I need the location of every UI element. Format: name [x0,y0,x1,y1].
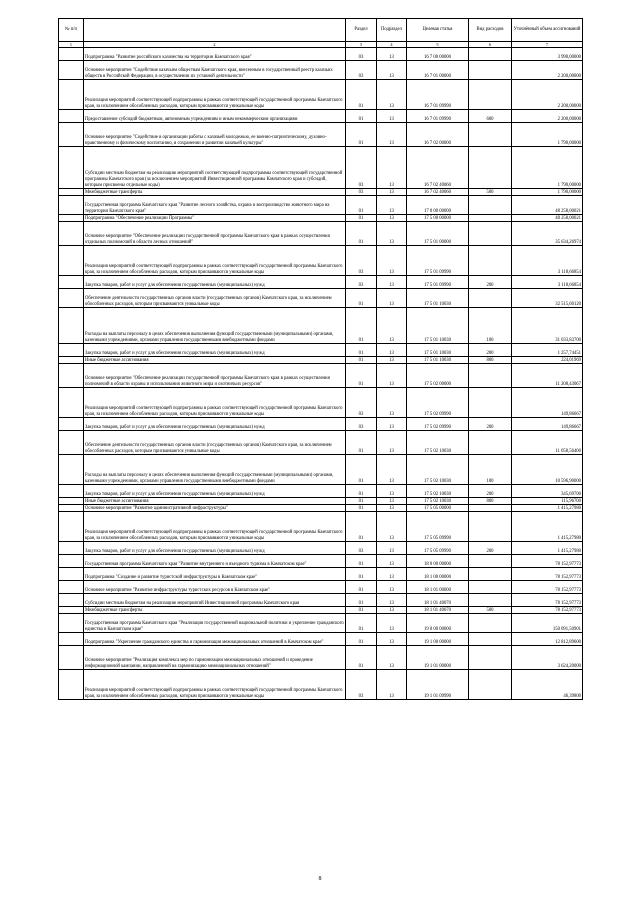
table-row [59,594,583,607]
row-amount-cell: 1 790,00000 [512,189,583,196]
row-exptype-cell [469,61,512,80]
row-exptype-cell [469,505,512,512]
row-num-cell [59,388,84,418]
row-section-cell: 01 [346,110,377,123]
row-section-cell: 03 [346,61,377,80]
table-row [59,505,583,512]
table-row [59,289,583,308]
table-row [59,246,583,276]
row-section-cell: 01 [346,215,377,222]
table-row [59,189,583,196]
row-num-cell [59,344,84,357]
row-name-cell: Закупка товаров, работ и услуг для обеспечения государственных (муниципальных) нужд [84,344,346,357]
row-section-cell: 03 [346,388,377,418]
row-name-cell: Основное мероприятие "Реализация комплекса мер по гармонизации межнациональных отношений и проведение информационной кампании, направленной на гармонизацию межнациональных отношений" [84,646,346,670]
row-num-cell [59,222,84,246]
header-row [59,19,583,42]
row-amount-cell: 345,69700 [512,485,583,498]
row-amount-cell: 1 415,27980 [512,505,583,512]
row-section-cell: 01 [346,607,377,614]
row-num-cell [59,568,84,581]
row-section-cell: 01 [346,80,377,110]
row-amount-cell: 149,86667 [512,418,583,431]
row-amount-cell: 48 258,00021 [512,196,583,215]
row-num-cell [59,364,84,388]
row-name-cell: Реализация мероприятий соответствующей подпрограммы в рамках соответствующей государственной программы Камчатского края, за исключением обособленных расходов, которым присваиваются уникальные коды [84,246,346,276]
table-body [59,48,583,700]
row-num-cell [59,418,84,431]
table-row [59,418,583,431]
row-subsection-cell: 13 [377,357,407,364]
table-row [59,670,583,700]
table-row [59,61,583,80]
row-exptype-cell [469,80,512,110]
row-name-cell: Иные бюджетные ассигнования [84,357,346,364]
row-exptype-cell: 800 [469,357,512,364]
row-name-cell: Расходы на выплаты персоналу в целях обеспечения выполнения функций государственными (муниципальными) органами, казенными учреждениями, органами управления государственными внебюджетными фондами [84,455,346,485]
row-name-cell: Реализация мероприятий соответствующей подпрограммы в рамках соответствующей государственной программы Камчатского края, за исключением обособленных расходов, которым присваиваются уникальные коды [84,80,346,110]
row-num-cell [59,670,84,700]
row-exptype-cell: 500 [469,607,512,614]
row-amount-cell: 3 990,00000 [512,48,583,61]
row-amount-cell: 78 152,97773 [512,607,583,614]
row-amount-cell: 78 152,97773 [512,594,583,607]
row-exptype-cell [469,594,512,607]
row-subsection-cell: 13 [377,555,407,568]
row-amount-cell: 2 200,00000 [512,61,583,80]
row-target-cell: 17 5 05 09990 [407,512,469,542]
row-target-cell: 17 5 02 10030 [407,498,469,505]
table-row [59,607,583,614]
row-exptype-cell [469,222,512,246]
row-subsection-cell: 13 [377,581,407,594]
row-target-cell: 17 5 05 09990 [407,542,469,555]
table-row [59,48,583,61]
row-section-cell: 01 [346,289,377,308]
row-amount-cell: 1 790,00000 [512,147,583,189]
row-target-cell: 17 5 02 00000 [407,364,469,388]
table-row [59,614,583,633]
row-exptype-cell [469,147,512,189]
row-exptype-cell [469,646,512,670]
row-name-cell: Закупка товаров, работ и услуг для обеспечения государственных (муниципальных) нужд [84,542,346,555]
row-target-cell: 17 5 01 09990 [407,276,469,289]
table-row [59,344,583,357]
table-row [59,498,583,505]
row-num-cell [59,614,84,633]
row-exptype-cell [469,246,512,276]
header-target: Целевая статья [407,19,469,42]
row-subsection-cell: 13 [377,222,407,246]
row-amount-cell: 48 258,00021 [512,215,583,222]
table-row [59,455,583,485]
header-name [84,19,346,42]
row-num-cell [59,485,84,498]
row-num-cell [59,196,84,215]
row-amount-cell: 115,96700 [512,498,583,505]
row-amount-cell: 3 118,66854 [512,246,583,276]
table-row [59,276,583,289]
row-subsection-cell: 13 [377,498,407,505]
col-number: 4 [377,42,407,48]
table-row [59,646,583,670]
row-subsection-cell: 13 [377,196,407,215]
row-subsection-cell: 13 [377,289,407,308]
row-name-cell: Подпрограмма "Создание и развитие туристской инфраструктуры в Камчатском крае" [84,568,346,581]
row-section-cell: 01 [346,485,377,498]
row-subsection-cell: 13 [377,614,407,633]
row-exptype-cell [469,568,512,581]
table-row [59,222,583,246]
row-target-cell: 17 5 05 00000 [407,505,469,512]
table-row [59,308,583,344]
table-row [59,196,583,215]
row-section-cell: 01 [346,455,377,485]
row-name-cell: Основное мероприятие "Обеспечение реализации государственной программы Камчатского края в рамках осуществления отдельных полномочий в области лесных отношений" [84,222,346,246]
row-num-cell [59,289,84,308]
row-amount-cell: 1 415,27980 [512,512,583,542]
row-section-cell: 01 [346,505,377,512]
row-section-cell: 01 [346,614,377,633]
row-num-cell [59,581,84,594]
table-row [59,110,583,123]
table-row [59,542,583,555]
row-target-cell: 19 0 00 00000 [407,614,469,633]
row-num-cell [59,555,84,568]
row-section-cell: 03 [346,542,377,555]
row-num-cell [59,646,84,670]
row-subsection-cell: 13 [377,418,407,431]
row-amount-cell: 78 152,97773 [512,581,583,594]
row-subsection-cell: 13 [377,670,407,700]
row-amount-cell: 46,39800 [512,670,583,700]
row-target-cell: 16 7 02 40060 [407,147,469,189]
row-section-cell: 01 [346,196,377,215]
row-subsection-cell: 13 [377,246,407,276]
row-name-cell: Подпрограмма "Обеспечение реализации Программы" [84,215,346,222]
row-num-cell [59,431,84,455]
row-subsection-cell: 13 [377,594,407,607]
row-amount-cell: 32 515,60120 [512,289,583,308]
row-target-cell: 18 1 01 00000 [407,581,469,594]
row-subsection-cell: 13 [377,388,407,418]
row-name-cell: Основное мероприятие "Содействие в организации работы с казачьей молодежью, ее военно-патриотическому, духовно-нравственному и физическому воспитанию, в сохранении и развитии казачьей культуры" [84,123,346,147]
row-target-cell: 19 1 01 09990 [407,670,469,700]
row-target-cell: 17 5 02 09990 [407,418,469,431]
row-exptype-cell [469,670,512,700]
row-subsection-cell: 13 [377,344,407,357]
row-target-cell: 17 5 00 00000 [407,215,469,222]
row-exptype-cell [469,512,512,542]
table-row [59,568,583,581]
table-row [59,357,583,364]
row-name-cell: Основное мероприятие "Развитие административной инфраструктуры" [84,505,346,512]
row-subsection-cell: 13 [377,48,407,61]
row-num-cell [59,80,84,110]
row-amount-cell: 2 200,00000 [512,80,583,110]
row-exptype-cell: 100 [469,308,512,344]
row-exptype-cell [469,633,512,646]
row-amount-cell: 224,01969 [512,357,583,364]
row-amount-cell: 3 118,66854 [512,276,583,289]
row-target-cell: 18 1 00 00000 [407,568,469,581]
row-exptype-cell [469,289,512,308]
row-target-cell: 17 5 01 10030 [407,308,469,344]
row-name-cell: Основное мероприятие "Содействие казачьим обществам Камчатского края, внесенным в государственный реестр казачьих обществ в Российской Федерации, в осуществлении их уставной деятельности" [84,61,346,80]
row-exptype-cell: 200 [469,542,512,555]
row-target-cell: 17 5 02 10030 [407,431,469,455]
header-exptype: Вид расходов [469,19,512,42]
row-section-cell: 01 [346,555,377,568]
row-target-cell: 17 0 00 00000 [407,196,469,215]
budget-table-sheet [58,18,582,700]
row-subsection-cell: 13 [377,505,407,512]
row-num-cell [59,215,84,222]
row-exptype-cell [469,555,512,568]
row-target-cell: 16 7 02 00000 [407,123,469,147]
row-subsection-cell: 13 [377,364,407,388]
row-num-cell [59,308,84,344]
row-subsection-cell: 13 [377,633,407,646]
row-name-cell: Расходы на выплаты персоналу в целях обеспечения выполнения функций государственными (муниципальными) органами, казенными учреждениями, органами управления государственными внебюджетными фондами [84,308,346,344]
row-name-cell: Обеспечение деятельности государственных органов власти (государственных органов) Камчатского края, за исключением обособленных расходов, которым присваиваются уникальные коды [84,431,346,455]
row-section-cell: 01 [346,308,377,344]
row-subsection-cell: 13 [377,80,407,110]
row-exptype-cell [469,388,512,418]
row-amount-cell: 1 790,00000 [512,123,583,147]
row-section-cell: 01 [346,568,377,581]
row-name-cell: Закупка товаров, работ и услуг для обеспечения государственных (муниципальных) нужд [84,485,346,498]
row-target-cell: 16 7 02 40060 [407,189,469,196]
row-num-cell [59,542,84,555]
row-section-cell: 03 [346,670,377,700]
row-name-cell: Основное мероприятие "Развитие инфраструктуры туристских ресурсов в Камчатском крае" [84,581,346,594]
row-amount-cell: 31 033,83700 [512,308,583,344]
col-number: 7 [512,42,583,48]
col-number: 5 [407,42,469,48]
row-amount-cell: 150 091,50901 [512,614,583,633]
row-name-cell: Реализация мероприятий соответствующей подпрограммы в рамках соответствующей государственной программы Камчатского края, за исключением обособленных расходов, которым присваиваются уникальные коды [84,670,346,700]
header-subsection: Подраздел [377,19,407,42]
header-amount: Уточнённый объем ассигнований [512,19,583,42]
row-section-cell: 01 [346,498,377,505]
row-num-cell [59,110,84,123]
row-section-cell: 01 [346,222,377,246]
row-num-cell [59,607,84,614]
row-target-cell: 19 1 01 00000 [407,646,469,670]
row-section-cell: 01 [346,344,377,357]
row-amount-cell: 1 415,27980 [512,542,583,555]
table-row [59,431,583,455]
table-row [59,388,583,418]
row-amount-cell: 11 208,43067 [512,364,583,388]
row-exptype-cell [469,123,512,147]
row-section-cell: 01 [346,646,377,670]
col-number: 3 [346,42,377,48]
row-amount-cell: 2 200,00000 [512,110,583,123]
row-subsection-cell: 13 [377,607,407,614]
row-name-cell: Подпрограмма "Развитие российского казачества на территории Камчатского края" [84,48,346,61]
row-section-cell: 03 [346,276,377,289]
row-section-cell: 01 [346,123,377,147]
row-subsection-cell: 13 [377,147,407,189]
row-name-cell: Основное мероприятие "Обеспечение реализации государственной программы Камчатского края в рамках осуществления полномочий в области охраны и использования животного мира и охотничьих ресурсов" [84,364,346,388]
row-amount-cell: 78 152,97773 [512,568,583,581]
row-subsection-cell: 13 [377,646,407,670]
row-subsection-cell: 13 [377,542,407,555]
row-target-cell: 17 5 01 09990 [407,246,469,276]
row-amount-cell: 10 596,90000 [512,455,583,485]
row-num-cell [59,594,84,607]
table-row [59,215,583,222]
row-num-cell [59,147,84,189]
row-target-cell: 18 0 00 00000 [407,555,469,568]
row-name-cell: Межбюджетные трансферты [84,607,346,614]
col-number: 2 [84,42,346,48]
row-num-cell [59,498,84,505]
row-target-cell: 17 5 01 10030 [407,357,469,364]
row-num-cell [59,455,84,485]
row-exptype-cell [469,614,512,633]
row-num-cell [59,512,84,542]
row-subsection-cell: 13 [377,512,407,542]
row-exptype-cell [469,48,512,61]
row-amount-cell: 35 634,26974 [512,222,583,246]
row-section-cell: 01 [346,594,377,607]
row-section-cell: 03 [346,48,377,61]
page-number: 8 [318,876,322,882]
header-section: Раздел [346,19,377,42]
row-name-cell: Предоставление субсидий бюджетным, автономным учреждениям и иным некоммерческим организациям [84,110,346,123]
row-name-cell: Государственная программа Камчатского края "Развитие лесного хозяйства, охрана и воспроизводство животного мира на территории Камчатского края" [84,196,346,215]
row-target-cell: 17 5 02 10030 [407,455,469,485]
row-name-cell: Закупка товаров, работ и услуг для обеспечения государственных (муниципальных) нужд [84,418,346,431]
row-target-cell: 17 5 02 10030 [407,485,469,498]
row-section-cell: 03 [346,147,377,189]
row-num-cell [59,123,84,147]
row-target-cell: 18 1 01 40070 [407,594,469,607]
row-name-cell: Субсидии местным бюджетам на реализацию мероприятий Инвестиционной программы Камчатского края [84,594,346,607]
row-subsection-cell: 13 [377,123,407,147]
row-subsection-cell: 13 [377,189,407,196]
row-exptype-cell: 200 [469,344,512,357]
row-exptype-cell [469,431,512,455]
row-section-cell: 01 [346,357,377,364]
row-name-cell: Реализация мероприятий соответствующей подпрограммы в рамках соответствующей государственной программы Камчатского края, за исключением обособленных расходов, которым присваиваются уникальные коды [84,388,346,418]
table-row [59,555,583,568]
budget-table [58,18,583,700]
row-num-cell [59,189,84,196]
row-subsection-cell: 13 [377,568,407,581]
row-name-cell: Иные бюджетные ассигнования [84,498,346,505]
row-name-cell: Государственная программа Камчатского края "Реализация государственной национальной политики и укрепление гражданского единства в Камчатском крае" [84,614,346,633]
row-section-cell: 01 [346,633,377,646]
row-target-cell: 16 7 00 00000 [407,48,469,61]
row-target-cell: 17 5 02 09990 [407,388,469,418]
row-name-cell: Межбюджетные трансферты [84,189,346,196]
row-subsection-cell: 13 [377,485,407,498]
row-num-cell [59,246,84,276]
col-number: 1 [59,42,84,48]
row-subsection-cell: 13 [377,215,407,222]
row-section-cell: 03 [346,418,377,431]
row-exptype-cell [469,196,512,215]
row-exptype-cell: 500 [469,189,512,196]
row-exptype-cell: 200 [469,276,512,289]
row-target-cell: 16 7 01 00000 [407,61,469,80]
row-target-cell: 18 1 01 40070 [407,607,469,614]
row-target-cell: 19 1 00 00000 [407,633,469,646]
row-subsection-cell: 13 [377,455,407,485]
table-row [59,364,583,388]
row-exptype-cell: 200 [469,418,512,431]
table-row [59,147,583,189]
row-subsection-cell: 13 [377,431,407,455]
row-name-cell: Государственная программа Камчатского края "Развитие внутреннего и въездного туризма в Камчатском крае" [84,555,346,568]
row-amount-cell: 149,86667 [512,388,583,418]
row-exptype-cell: 100 [469,455,512,485]
row-target-cell: 17 5 01 10030 [407,289,469,308]
row-section-cell: 01 [346,364,377,388]
row-amount-cell: 3 624,20000 [512,646,583,670]
row-num-cell [59,48,84,61]
row-exptype-cell: 600 [469,110,512,123]
row-num-cell [59,61,84,80]
table-row [59,512,583,542]
row-name-cell: Реализация мероприятий соответствующей подпрограммы в рамках соответствующей государственной программы Камчатского края, за исключением обособленных расходов, которым присваиваются уникальные коды [84,512,346,542]
row-name-cell: Субсидии местным бюджетам на реализацию мероприятий соответствующей подпрограммы соответствующей государственной программы Камчатского края (за исключением мероприятий Инвестиционной программы Камчатского края и субсидий, которым присвоены отдельные коды) [84,147,346,189]
row-exptype-cell: 200 [469,485,512,498]
row-target-cell: 17 5 01 00000 [407,222,469,246]
row-exptype-cell: 800 [469,498,512,505]
table-row [59,80,583,110]
row-section-cell: 01 [346,581,377,594]
table-row [59,123,583,147]
row-subsection-cell: 13 [377,110,407,123]
row-num-cell [59,505,84,512]
row-name-cell: Подпрограмма "Укрепление гражданского единства и гармонизация межнациональных отношений в Камчатском крае" [84,633,346,646]
row-amount-cell: 12 812,89600 [512,633,583,646]
row-name-cell: Обеспечение деятельности государственных органов власти (государственных органов) Камчатского края, за исключением обособленных расходов, которым присваиваются уникальные коды [84,289,346,308]
row-target-cell: 17 5 01 10030 [407,344,469,357]
row-section-cell: 03 [346,246,377,276]
row-exptype-cell [469,581,512,594]
row-subsection-cell: 13 [377,308,407,344]
table-row [59,581,583,594]
row-amount-cell: 11 058,56400 [512,431,583,455]
row-target-cell: 16 7 01 09990 [407,80,469,110]
table-row [59,633,583,646]
row-section-cell: 01 [346,512,377,542]
row-num-cell [59,276,84,289]
row-subsection-cell: 13 [377,276,407,289]
col-number: 6 [469,42,512,48]
header-num: № п/п [59,19,84,42]
row-section-cell: 01 [346,431,377,455]
row-name-cell: Закупка товаров, работ и услуг для обеспечения государственных (муниципальных) нужд [84,276,346,289]
row-exptype-cell [469,215,512,222]
row-section-cell: 03 [346,189,377,196]
row-amount-cell: 78 152,97773 [512,555,583,568]
row-num-cell [59,633,84,646]
row-subsection-cell: 13 [377,61,407,80]
row-amount-cell: 1 257,74451 [512,344,583,357]
row-target-cell: 16 7 01 09990 [407,110,469,123]
row-num-cell [59,357,84,364]
table-row [59,485,583,498]
row-exptype-cell [469,364,512,388]
